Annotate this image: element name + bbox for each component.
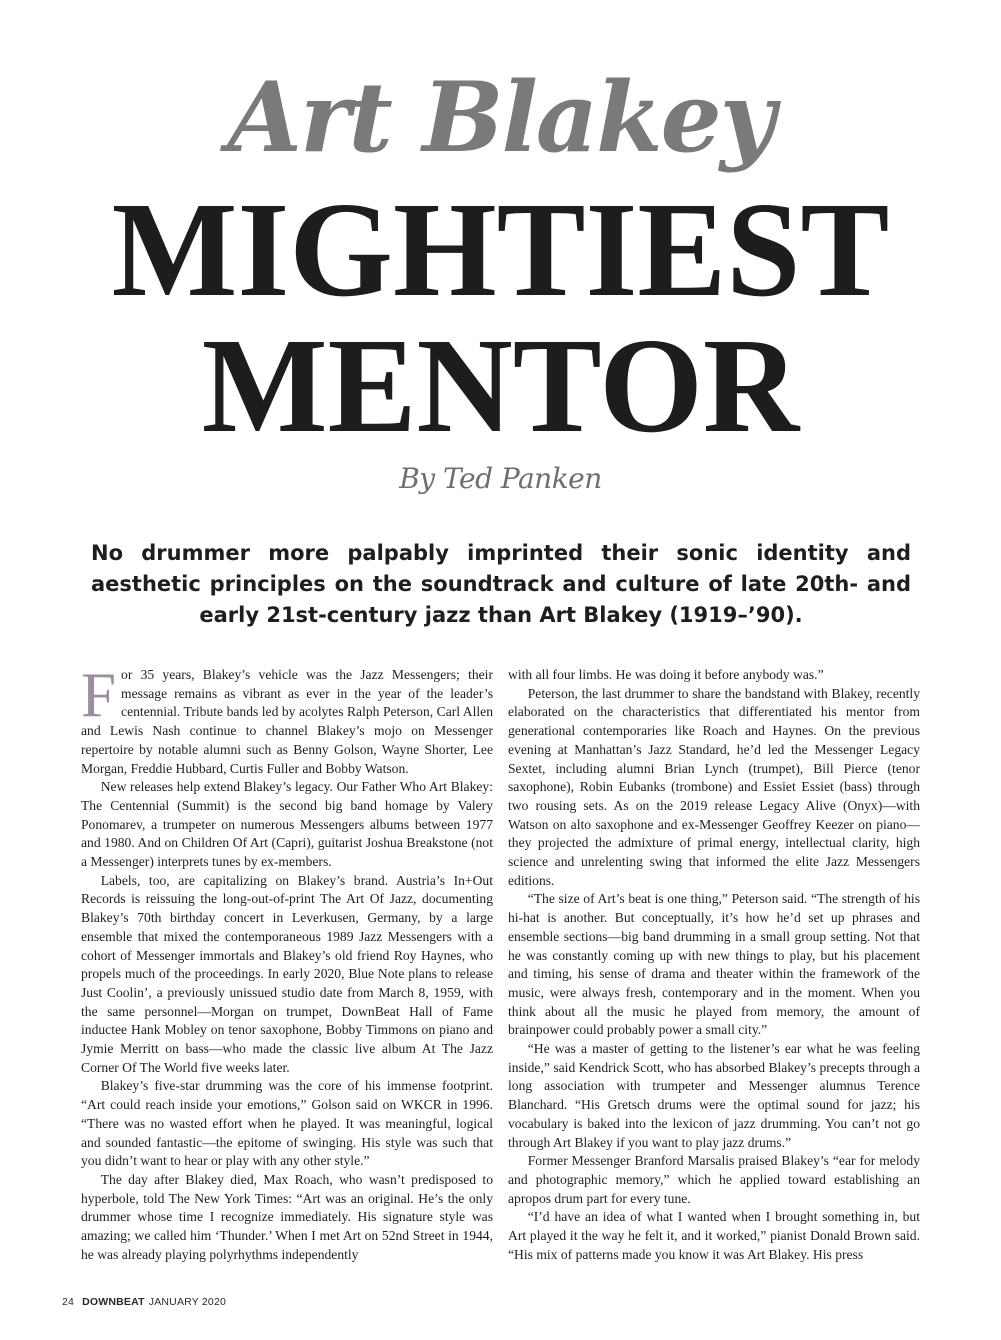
body-paragraph: “He was a master of getting to the listener’s ear what he was feeling inside,” said Kendrick Scott, who has absorbed Blakey’s precepts through a long association with trumpeter and Messenger alumnus Terence Blanchard. “His Gretsch drums were the optimal sound for jazz; his vocabulary is baked into the lexicon of jazz drumming. You can’t not go through Art Blakey if you want to play jazz drums.” [508,1041,920,1150]
drop-cap: F [81,666,117,730]
body-paragraph: Peterson, the last drummer to share the bandstand with Blakey, recently elaborated on the characteristics that differentiated his mentor from generational contemporaries like Roach and Haynes. On the previous evening at Manhattan’s Jazz Standard, he’d led the Messenger Legacy Sextet, including alumni Brian Lynch (trumpet), Bill Pierce (tenor saxophone), Robin Eubanks (trombone) and Essiet Essiet (bass) through two rousing sets. As on the 2019 release Legacy Alive (Onyx)—with Watson on alto saxophone and ex-Messenger Geoffrey Keezer on piano—they projected the admixture of primal energy, intellectual clarity, high science and unrelenting swing that informed the elite Jazz Messengers editions. [508,685,920,888]
body-paragraph: The day after Blakey died, Max Roach, who wasn’t predisposed to hyperbole, told The New York Times: “Art was an original. He’s the only drummer whose time I recognize immediately. His signature style was amazing; we called him ‘Thunder.’ When I met Art on 52nd Street in 1944, he was already playing polyrhythms independently [81,1171,493,1262]
article-kicker: Art Blakey [227,61,774,174]
headline-line-2: MENTOR [201,311,800,461]
body-paragraph: Labels, too, are capitalizing on Blakey’s brand. Austria’s In+Out Records is reissuing the long-out-of-print The Art Of Jazz, documenting Blakey’s 70th birthday concert in Leverkusen, Germany, by a large ensemble that mixed the contemporaneous 1989 Jazz Messengers with a cohort of Messenger immortals and Blakey’s old friend Roy Haynes, who propels much of the proceedings. In early 2020, Blue Note plans to release Just Coolin’, a previously unissued studio date from March 8, 1959, with the same personnel—Morgan on trumpet, DownBeat Hall of Fame inductee Hank Mobley on tenor saxophone, Bobby Timmons on piano and Jymie Merritt on bass—who made the classic live album At The Jazz Corner Of The World five weeks later. [81,872,493,1075]
body-paragraph: Blakey’s five-star drumming was the core of his immense footprint. “Art could reach inside your emotions,” Golson said on WKCR in 1996. “There was no wasted effort when he played. It was meaningful, logical and sounded fantastic—the epitome of swinging. His style was such that you didn’t want to hear or play with any other style.” [81,1078,493,1169]
body-paragraph: “I’d have an idea of what I wanted when I brought something in, but Art played it the way he felt it, and it worked,” pianist Donald Brown said. “His mix of patterns made you know it was Art Blakey. His press [508,1209,920,1262]
deck-summary: No drummer more palpably imprinted their sonic identity and aesthetic principles on the soundtrack and culture of late 20th- and early 21st-century jazz than Art Blakey (1919–’90). [91,541,911,627]
byline: By Ted Panken [399,462,602,495]
body-paragraph: with all four limbs. He was doing it before anybody was.” [508,667,824,682]
body-column-right [508,666,920,1276]
issue-date: JANUARY 2020 [148,1296,227,1308]
page-number: 24 [62,1296,75,1308]
body-column-left [81,666,493,1276]
body-paragraph: Former Messenger Branford Marsalis praised Blakey’s “ear for melody and photographic memory,” which he applied toward establishing an apropos drum part for every tune. [508,1153,920,1206]
body-paragraph: “The size of Art’s beat is one thing,” Peterson said. “The strength of his hi-hat is another. But conceptually, it’s how he’d set up phrases and ensemble sections—big band drumming in a small group setting. Not that he was constantly coming up with new things to play, but his placement and timing, his sense of drama and theater within the framework of the music, were always fresh, contemporary and in the moment. When you think about all the music he played from memory, the amount of brainpower could probably power a small city.” [508,891,920,1038]
body-paragraph [81,666,493,778]
magazine-brand: DOWNBEAT [82,1296,145,1308]
headline-line-1: MIGHTIEST [111,175,890,325]
page-footer [62,1296,226,1308]
body-paragraph: New releases help extend Blakey’s legacy. Our Father Who Art Blakey: The Centennial (Summit) is the second big band homage by Valery Ponomarev, a trumpeter on numerous Messengers albums between 1977 and 1980. And on Children Of Art (Capri), guitarist Joshua Breakstone (not a Messenger) interprets tunes by ex-members. [81,779,493,870]
paragraph-text: or 35 years, Blakey’s vehicle was the Jazz Messengers; their message remains as vibrant as ever in the year of the leader’s centennial. Tribute bands led by acolytes Ralph Peterson, Carl Allen and Lewis Nash continue to channel Blakey’s mojo on Messenger repertoire by notable alumni such as Benny Golson, Wayne Shorter, Lee Morgan, Freddie Hubbard, Curtis Fuller and Bobby Watson. [81,667,493,776]
